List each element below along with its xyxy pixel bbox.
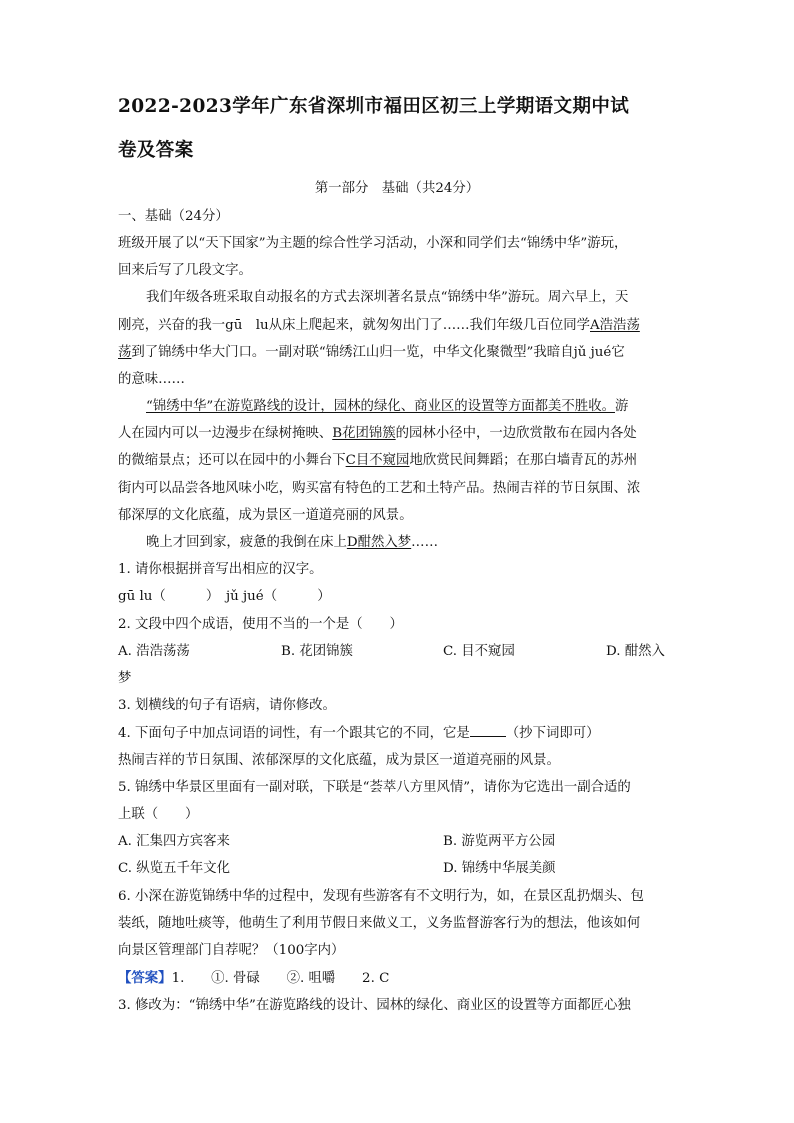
q2-option-a: A. 浩浩荡荡 (118, 644, 190, 659)
doc-title-line2: 卷及答案 (118, 140, 194, 161)
q5-line2: 上联（ ） (118, 807, 199, 822)
para3-tail: …… (411, 535, 438, 550)
q6-line1: 6. 小深在游览锦绣中华的过程中，发现有些游客有不文明行为，如，在景区乱扔烟头、包 (118, 889, 644, 904)
para1-line3 (118, 344, 678, 362)
q5-option-a: A. 汇集四方宾客来 (118, 834, 230, 849)
section-heading: 一、基础（24分） (118, 209, 229, 224)
q4-text-hint: （抄下词即可） (505, 726, 600, 741)
q6-line3: 向景区管理部门自荐呢？（100字内） (118, 943, 345, 958)
idiom-a-cont: 荡 (118, 345, 132, 360)
answer-line1 (118, 969, 678, 988)
para1-line2-text: 刚亮，兴奋的我一gū lu从床上爬起来，就匆匆出门了……我们年级几百位同学 (118, 318, 590, 333)
intro-line2: 回来后写了几段文字。 (118, 263, 252, 278)
q1-text: 1. 请你根据拼音写出相应的汉字。 (118, 562, 323, 577)
idiom-d: D酣然入梦 (346, 535, 412, 550)
q2-text: 2. 文段中四个成语，使用不当的一个是（ ） (118, 617, 403, 632)
para1-line1: 我们年级各班采取自动报名的方式去深圳著名景点“锦绣中华”游玩。周六早上，天 (146, 290, 629, 305)
para1-line2 (118, 317, 678, 335)
para2-line2-tail: 的园林小径中，一边欣赏散布在园内各处 (395, 426, 637, 441)
q6-line2: 装纸，随地吐痰等，他萌生了利用节假日来做义工，义务监督游客行为的想法，他该如何 (118, 916, 641, 931)
para2-line2-text: 人在园内可以一边漫步在绿树掩映、 (118, 426, 333, 441)
para3-text: 晚上才回到家，疲惫的我倒在床上 (146, 535, 347, 550)
q5-line1: 5. 锦绣中华景区里面有一副对联，下联是“荟萃八方里风情”，请你为它选出一副合适的 (118, 780, 631, 795)
para3-line1 (146, 534, 706, 552)
idiom-a: A浩浩荡 (590, 318, 640, 333)
q1-pinyin: gū lu（ ） jǔ jué（ ） (118, 589, 331, 604)
q2-option-d: D. 酣然入 (606, 644, 665, 659)
para1-line3-text: 到了锦绣中华大门口。一副对联“锦绣江山归一览，中华文化聚微型”我暗自jǔ jué它 (131, 345, 625, 360)
para2-line3-tail: 地欣赏民间舞蹈；在那白墙青瓦的苏州 (409, 453, 638, 468)
doc-title-line1: 2022-2023学年广东省深圳市福田区初三上学期语文期中试 (118, 96, 630, 117)
q5-option-c: C. 纵览五千年文化 (118, 861, 231, 876)
para2-line2 (118, 425, 678, 443)
answer-label: 【答案】 (118, 970, 172, 986)
para2-line5: 郁深厚的文化底蕴，成为景区一道道亮丽的风景。 (118, 508, 413, 523)
answer-text: 1. ①. 骨碌 ②. 咀嚼 2. C (171, 971, 390, 986)
part-heading: 第一部分 基础（共24分） (314, 181, 480, 196)
idiom-b: B花团锦簇 (332, 426, 396, 441)
para2-line4: 街内可以品尝各地风味小吃，购买富有特色的工艺和土特产品。热闹吉祥的节日氛围、浓 (118, 481, 641, 496)
q3-text: 3. 划横线的句子有语病，请你修改。 (118, 698, 336, 713)
intro-line1: 班级开展了以“天下国家”为主题的综合性学习活动，小深和同学们去“锦绣中华”游玩， (118, 236, 628, 251)
para2-line3 (118, 452, 678, 470)
flawed-sentence: “锦绣中华”在游览路线的设计，园林的绿化、商业区的设置等方面都美不胜收。 (146, 399, 615, 414)
para2-line3-text: 的微缩景点；还可以在园中的小舞台下 (118, 453, 346, 468)
q2-option-b: B. 花团锦簇 (281, 644, 353, 659)
q4-text-main: 4. 下面句子中加点词语的词性，有一个跟其它的不同，它是 (118, 726, 470, 741)
para2-line1-tail: 游 (614, 399, 629, 414)
q4-sentence: 热闹吉祥的节日氛围、浓郁深厚的文化底蕴，成为景区一道道亮丽的风景。 (118, 753, 560, 768)
q2-option-c: C. 目不窥园 (443, 644, 515, 659)
para1-line4: 的意味…… (118, 372, 185, 387)
q4-text (118, 724, 678, 743)
answer-blank (470, 724, 506, 737)
q5-option-b: B. 游览两平方公园 (443, 834, 556, 849)
q5-option-d: D. 锦绣中华展美颜 (443, 861, 556, 876)
q2-option-d-cont: 梦 (118, 671, 132, 686)
idiom-c: C目不窥园 (345, 453, 410, 468)
answer-line2: 3. 修改为：“锦绣中华”在游览路线的设计、园林的绿化、商业区的设置等方面都匠心独 (118, 998, 631, 1013)
para2-line1 (146, 398, 706, 416)
